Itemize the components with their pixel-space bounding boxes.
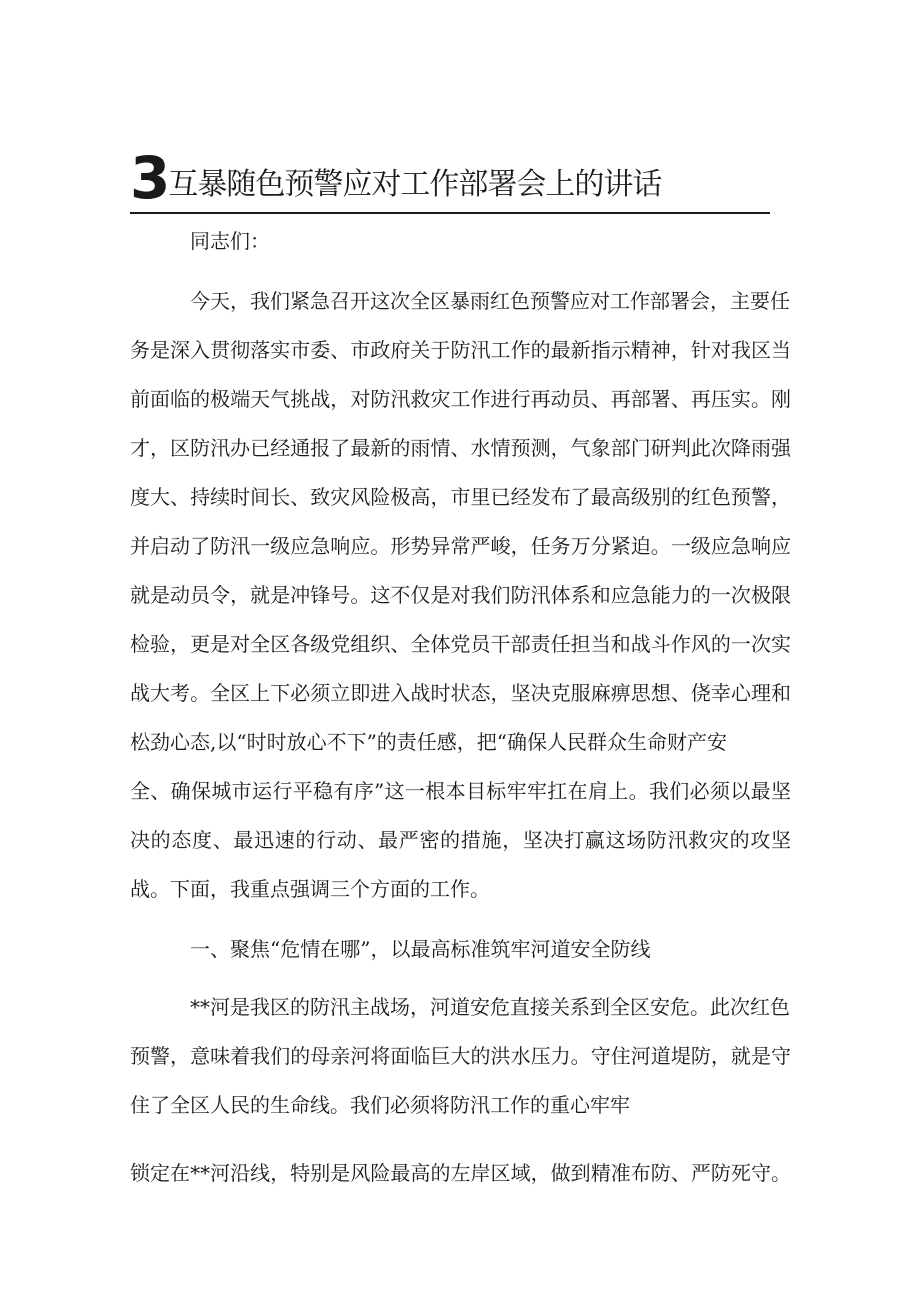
paragraph-line: 锁定在**河沿线，特别是风险最高的左岸区域，做到精准布防、严防死守。 — [130, 1161, 791, 1185]
title-number: 3 — [130, 144, 169, 212]
paragraph-line: 检验，更是对全区各级党组织、全体党员干部责任担当和战斗作风的一次实 — [130, 632, 791, 656]
title-text: 互暴随色预警应对工作部署会上的讲话 — [168, 167, 662, 202]
paragraph-line: 战大考。全区上下必须立即进入战时状态，坚决克服麻痹思想、侥幸心理和 — [130, 681, 791, 705]
document-title — [130, 144, 770, 214]
paragraph-line: 战。下面，我重点强调三个方面的工作。 — [130, 877, 490, 901]
paragraph-line: 前面临的极端天气挑战，对防汛救灾工作进行再动员、再部署、再压实。刚 — [130, 387, 791, 411]
paragraph-line: 全、确保城市运行平稳有序”这一根本目标牢牢扛在肩上。我们必须以最坚 — [130, 779, 791, 803]
paragraph-line: **河是我区的防汛主战场，河道安危直接关系到全区安危。此次红色 — [190, 995, 790, 1019]
paragraph-line: 并启动了防汛一级应急响应。形势异常严峻，任务万分紧迫。一级应急响应 — [130, 534, 791, 558]
paragraph-line: 预警，意味着我们的母亲河将面临巨大的洪水压力。守住河道堤防，就是守 — [130, 1044, 791, 1068]
paragraph-line: 才，区防汛办已经通报了最新的雨情、水情预测，气象部门研判此次降雨强 — [130, 436, 791, 460]
section-heading: 一、聚焦“危情在哪”，以最高标准筑牢河道安全防线 — [190, 937, 651, 961]
paragraph-line: 就是动员令，就是冲锋号。这不仅是对我们防汛体系和应急能力的一次极限 — [130, 583, 791, 607]
paragraph-line: 松劲心态,以“时时放心不下”的责任感，把“确保人民群众生命财产安 — [130, 730, 728, 754]
paragraph-line: 住了全区人民的生命线。我们必须将防汛工作的重心牢牢 — [130, 1093, 630, 1117]
paragraph-line: 今天，我们紧急召开这次全区暴雨红色预警应对工作部署会，主要任 — [190, 289, 790, 313]
paragraph-line: 度大、持续时间长、致灾风险极高，市里已经发布了最高级别的红色预警， — [130, 485, 791, 509]
salutation: 同志们： — [190, 229, 270, 253]
paragraph-line: 务是深入贯彻落实市委、市政府关于防汛工作的最新指示精神，针对我区当 — [130, 338, 791, 362]
paragraph-line: 决的态度、最迅速的行动、最严密的措施，坚决打赢这场防汛救灾的攻坚 — [130, 828, 791, 852]
